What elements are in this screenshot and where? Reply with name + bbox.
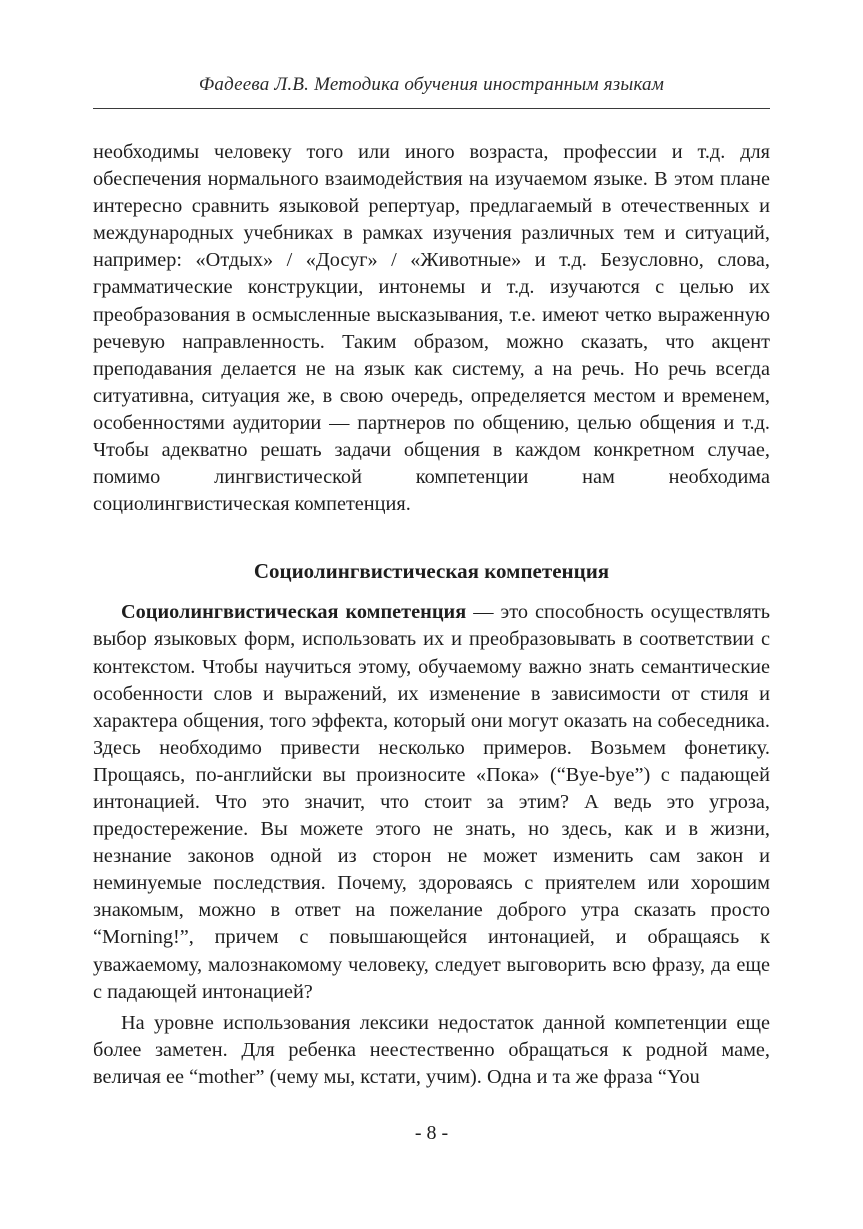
paragraph-3: На уровне использования лексики недостаток данной компетенции еще более заметен. Для ребенка неестественно обращаться к родной маме, величая ее “mother” (чему мы, кстати, учим). Одна и та же фраза “You [93, 1011, 770, 1088]
page-body [93, 139, 770, 1091]
paragraph-2-text: — это способность осуществлять выбор языковых форм, использовать их и преобразовывать в соответствии с контекстом. Чтобы научиться этому, обучаемому важно знать семантические особенности слов и выражений, их изменение в зависимости от стиля и характера общения, того эффекта, который они могут оказать на собеседника. Здесь необходимо привести несколько примеров. Возьмем фонетику. Прощаясь, по-английски вы произносите «Пока» (“Bye-bye”) с падающей интонацией. Что это значит, что стоит за этим? А ведь это угроза, предостережение. Вы можете этого не знать, но здесь, как и в жизни, незнание законов одной из сторон не может изменить сам закон и неминуемые последствия. Почему, здороваясь с приятелем или хорошим знакомым, можно в ответ на пожелание доброго утра сказать просто “Morning!”, причем с повышающейся интонацией, и обращаясь к уважаемому, малознакомому человеку, следует выговорить всю фразу, да еще с падающей интонацией? [93, 601, 770, 1003]
page-number: - 8 - [414, 1122, 449, 1144]
paragraph-1: необходимы человеку того или иного возраста, профессии и т.д. для обеспечения нормального взаимодействия на изучаемом языке. В этом плане интересно сравнить языковой репертуар, предлагаемый в отечественных и международных учебниках в рамках изучения различных тем и ситуаций, например: «Отдых» / «Досуг» / «Животные» и т.д. Безусловно, слова, грамматические конструкции, интонемы и т.д. изучаются с целью их преобразования в осмысленные высказывания, т.е. имеют четко выраженную речевую направленность. Таким образом, можно сказать, что акцент преподавания делается не на язык как систему, а на речь. Но речь всегда ситуативна, ситуация же, в свою очередь, определяется местом и временем, особенностями аудитории — партнеров по общению, целью общения и т.д. Чтобы адекватно решать задачи общения в каждом конкретном случае, помимо лингвистической компетенции нам необходима социолингвистическая компетенция. [93, 141, 770, 516]
paragraph-2 [93, 599, 770, 1005]
defined-term: Социолингвистическая компетенция [121, 601, 467, 624]
section-title: Социолингвистическая компетенция [253, 559, 610, 584]
running-header: Фадеева Л.В. Методика обучения иностранным языкам [198, 74, 665, 95]
header-rule [93, 108, 770, 109]
